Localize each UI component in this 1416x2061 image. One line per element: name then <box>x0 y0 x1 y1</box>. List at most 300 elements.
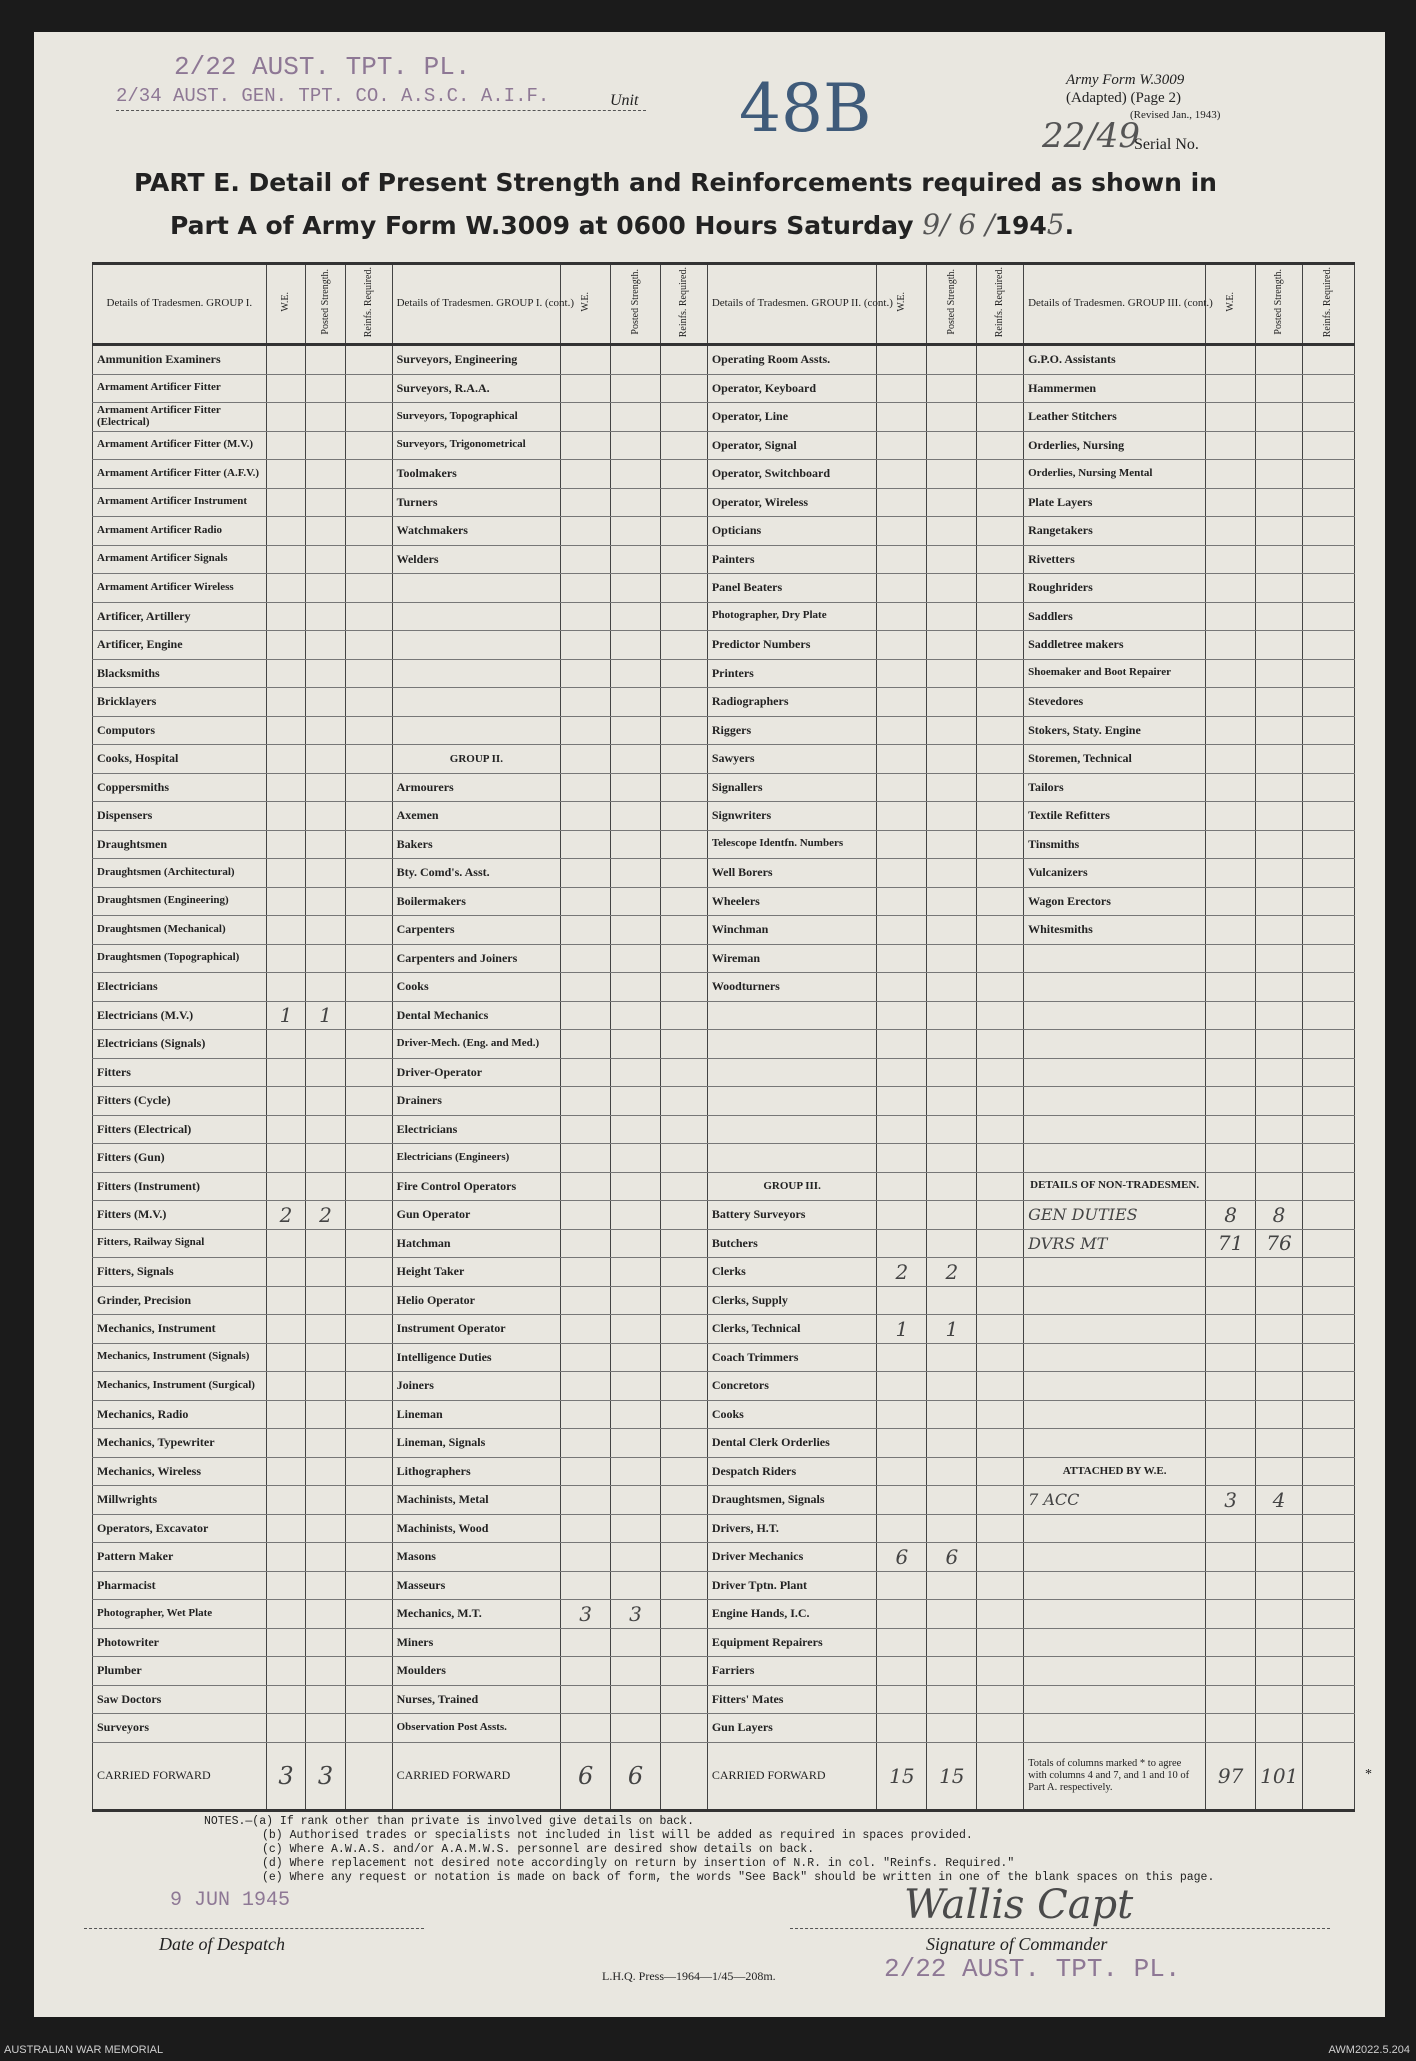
posted-strength-cell[interactable] <box>927 1229 977 1258</box>
posted-strength-cell[interactable] <box>611 1229 661 1258</box>
posted-strength-cell[interactable] <box>611 773 661 802</box>
posted-strength-cell[interactable] <box>306 602 346 631</box>
we-cell[interactable] <box>561 488 611 517</box>
reinfs-required-cell[interactable] <box>345 1600 392 1629</box>
posted-strength-cell[interactable] <box>306 1030 346 1059</box>
we-cell[interactable] <box>877 431 927 460</box>
posted-strength-cell[interactable] <box>1256 1685 1303 1714</box>
we-cell[interactable] <box>266 1400 306 1429</box>
we-cell[interactable] <box>877 1030 927 1059</box>
reinfs-required-cell[interactable] <box>345 773 392 802</box>
we-cell[interactable] <box>1206 745 1256 774</box>
reinfs-required-cell[interactable] <box>345 1001 392 1030</box>
posted-strength-cell[interactable] <box>1256 1258 1303 1287</box>
we-cell[interactable] <box>266 1429 306 1458</box>
we-cell[interactable] <box>561 460 611 489</box>
reinfs-required-cell[interactable] <box>345 602 392 631</box>
we-cell[interactable] <box>561 345 611 375</box>
we-cell[interactable] <box>1206 1571 1256 1600</box>
reinfs-required-cell[interactable] <box>345 345 392 375</box>
posted-strength-cell[interactable] <box>306 1714 346 1743</box>
reinfs-required-cell[interactable] <box>345 1229 392 1258</box>
reinfs-required-cell[interactable] <box>1302 1657 1354 1686</box>
we-cell[interactable] <box>1206 403 1256 432</box>
reinfs-required-cell[interactable] <box>977 745 1024 774</box>
posted-strength-cell[interactable] <box>1256 1429 1303 1458</box>
reinfs-required-cell[interactable] <box>345 830 392 859</box>
we-cell[interactable] <box>266 830 306 859</box>
we-cell[interactable] <box>561 973 611 1002</box>
we-cell[interactable] <box>561 1543 611 1572</box>
we-cell[interactable] <box>877 1657 927 1686</box>
we-cell[interactable] <box>561 1286 611 1315</box>
we-cell[interactable] <box>1206 1514 1256 1543</box>
posted-strength-cell[interactable]: 8 <box>1256 1201 1303 1230</box>
posted-strength-cell[interactable] <box>306 944 346 973</box>
we-cell[interactable] <box>561 659 611 688</box>
posted-strength-cell[interactable] <box>306 916 346 945</box>
reinfs-required-cell[interactable] <box>345 403 392 432</box>
reinfs-required-cell[interactable] <box>1302 1030 1354 1059</box>
reinfs-required-cell[interactable] <box>977 1030 1024 1059</box>
posted-strength-cell[interactable] <box>1256 1628 1303 1657</box>
reinfs-required-cell[interactable] <box>345 1685 392 1714</box>
we-cell[interactable]: 6 <box>877 1543 927 1572</box>
reinfs-required-cell[interactable] <box>1302 1172 1354 1201</box>
we-cell[interactable] <box>877 887 927 916</box>
posted-strength-cell[interactable] <box>306 517 346 546</box>
reinfs-required-cell[interactable] <box>1302 345 1354 375</box>
cf-posted-4[interactable]: 101 <box>1256 1742 1303 1810</box>
reinfs-required-cell[interactable] <box>345 1628 392 1657</box>
reinfs-required-cell[interactable] <box>977 1058 1024 1087</box>
reinfs-required-cell[interactable] <box>977 460 1024 489</box>
posted-strength-cell[interactable] <box>306 1343 346 1372</box>
posted-strength-cell[interactable] <box>611 1714 661 1743</box>
posted-strength-cell[interactable] <box>927 1372 977 1401</box>
reinfs-required-cell[interactable] <box>661 1315 708 1344</box>
we-cell[interactable] <box>561 1115 611 1144</box>
we-cell[interactable] <box>561 1144 611 1173</box>
posted-strength-cell[interactable] <box>611 1372 661 1401</box>
we-cell[interactable] <box>877 1571 927 1600</box>
we-cell[interactable]: 1 <box>266 1001 306 1030</box>
we-cell[interactable] <box>561 859 611 888</box>
we-cell[interactable] <box>1206 374 1256 403</box>
posted-strength-cell[interactable] <box>306 1144 346 1173</box>
posted-strength-cell[interactable] <box>927 374 977 403</box>
cf-we-3[interactable]: 15 <box>877 1742 927 1810</box>
posted-strength-cell[interactable] <box>611 1657 661 1686</box>
posted-strength-cell[interactable] <box>927 403 977 432</box>
reinfs-required-cell[interactable] <box>1302 1115 1354 1144</box>
reinfs-required-cell[interactable] <box>1302 1201 1354 1230</box>
we-cell[interactable] <box>877 859 927 888</box>
reinfs-required-cell[interactable] <box>661 1030 708 1059</box>
we-cell[interactable] <box>561 1372 611 1401</box>
reinfs-required-cell[interactable] <box>977 1087 1024 1116</box>
we-cell[interactable] <box>877 916 927 945</box>
reinfs-required-cell[interactable] <box>977 1600 1024 1629</box>
reinfs-required-cell[interactable] <box>345 745 392 774</box>
posted-strength-cell[interactable] <box>1256 830 1303 859</box>
posted-strength-cell[interactable] <box>927 1486 977 1515</box>
we-cell[interactable] <box>561 1400 611 1429</box>
posted-strength-cell[interactable]: 76 <box>1256 1229 1303 1258</box>
we-cell[interactable] <box>1206 1685 1256 1714</box>
reinfs-required-cell[interactable] <box>661 773 708 802</box>
reinfs-required-cell[interactable] <box>345 1030 392 1059</box>
we-cell[interactable] <box>561 773 611 802</box>
we-cell[interactable] <box>561 1685 611 1714</box>
we-cell[interactable] <box>561 1628 611 1657</box>
reinfs-required-cell[interactable] <box>977 1400 1024 1429</box>
posted-strength-cell[interactable] <box>306 1286 346 1315</box>
we-cell[interactable] <box>1206 1030 1256 1059</box>
reinfs-required-cell[interactable] <box>1302 944 1354 973</box>
we-cell[interactable] <box>266 802 306 831</box>
posted-strength-cell[interactable] <box>611 1543 661 1572</box>
posted-strength-cell[interactable] <box>306 973 346 1002</box>
reinfs-required-cell[interactable] <box>661 1172 708 1201</box>
we-cell[interactable] <box>266 1115 306 1144</box>
we-cell[interactable] <box>877 574 927 603</box>
posted-strength-cell[interactable] <box>306 802 346 831</box>
posted-strength-cell[interactable] <box>306 1172 346 1201</box>
we-cell[interactable] <box>561 887 611 916</box>
reinfs-required-cell[interactable] <box>661 944 708 973</box>
cf-reinfs-2[interactable] <box>661 1742 708 1810</box>
we-cell[interactable] <box>877 1457 927 1486</box>
reinfs-required-cell[interactable] <box>1302 403 1354 432</box>
reinfs-required-cell[interactable] <box>661 1657 708 1686</box>
reinfs-required-cell[interactable] <box>661 802 708 831</box>
reinfs-required-cell[interactable] <box>1302 488 1354 517</box>
posted-strength-cell[interactable] <box>306 1115 346 1144</box>
we-cell[interactable] <box>1206 631 1256 660</box>
we-cell[interactable] <box>561 1001 611 1030</box>
reinfs-required-cell[interactable] <box>345 545 392 574</box>
we-cell[interactable] <box>561 1457 611 1486</box>
posted-strength-cell[interactable] <box>1256 602 1303 631</box>
posted-strength-cell[interactable] <box>927 1685 977 1714</box>
posted-strength-cell[interactable] <box>927 574 977 603</box>
reinfs-required-cell[interactable] <box>661 1144 708 1173</box>
posted-strength-cell[interactable] <box>306 1657 346 1686</box>
we-cell[interactable] <box>266 631 306 660</box>
reinfs-required-cell[interactable] <box>977 1372 1024 1401</box>
we-cell[interactable] <box>1206 1144 1256 1173</box>
reinfs-required-cell[interactable] <box>661 374 708 403</box>
posted-strength-cell[interactable] <box>1256 773 1303 802</box>
reinfs-required-cell[interactable] <box>1302 1058 1354 1087</box>
posted-strength-cell[interactable] <box>927 1286 977 1315</box>
posted-strength-cell[interactable] <box>306 345 346 375</box>
we-cell[interactable] <box>1206 830 1256 859</box>
posted-strength-cell[interactable] <box>611 716 661 745</box>
we-cell[interactable] <box>561 944 611 973</box>
we-cell[interactable] <box>877 830 927 859</box>
reinfs-required-cell[interactable] <box>977 973 1024 1002</box>
reinfs-required-cell[interactable] <box>345 1087 392 1116</box>
reinfs-required-cell[interactable] <box>1302 887 1354 916</box>
cf-posted-3[interactable]: 15 <box>927 1742 977 1810</box>
reinfs-required-cell[interactable] <box>977 944 1024 973</box>
we-cell[interactable] <box>561 1429 611 1458</box>
cf-reinfs-1[interactable] <box>345 1742 392 1810</box>
posted-strength-cell[interactable] <box>1256 517 1303 546</box>
posted-strength-cell[interactable] <box>306 830 346 859</box>
posted-strength-cell[interactable]: 2 <box>927 1258 977 1287</box>
reinfs-required-cell[interactable] <box>977 403 1024 432</box>
we-cell[interactable] <box>877 1144 927 1173</box>
we-cell[interactable] <box>266 1030 306 1059</box>
posted-strength-cell[interactable] <box>611 830 661 859</box>
posted-strength-cell[interactable] <box>306 1372 346 1401</box>
reinfs-required-cell[interactable] <box>977 887 1024 916</box>
posted-strength-cell[interactable] <box>611 403 661 432</box>
cf-reinfs-4[interactable] <box>1302 1742 1372 1810</box>
we-cell[interactable] <box>877 345 927 375</box>
reinfs-required-cell[interactable] <box>977 374 1024 403</box>
reinfs-required-cell[interactable] <box>1302 574 1354 603</box>
posted-strength-cell[interactable] <box>1256 973 1303 1002</box>
reinfs-required-cell[interactable] <box>977 1657 1024 1686</box>
we-cell[interactable] <box>877 602 927 631</box>
posted-strength-cell[interactable] <box>1256 1087 1303 1116</box>
reinfs-required-cell[interactable] <box>1302 1087 1354 1116</box>
reinfs-required-cell[interactable] <box>1302 716 1354 745</box>
reinfs-required-cell[interactable] <box>1302 688 1354 717</box>
posted-strength-cell[interactable] <box>1256 1571 1303 1600</box>
reinfs-required-cell[interactable] <box>1302 1486 1354 1515</box>
reinfs-required-cell[interactable] <box>661 973 708 1002</box>
posted-strength-cell[interactable] <box>1256 374 1303 403</box>
we-cell[interactable] <box>877 1600 927 1629</box>
we-cell[interactable] <box>1206 488 1256 517</box>
posted-strength-cell[interactable] <box>306 1087 346 1116</box>
posted-strength-cell[interactable] <box>306 859 346 888</box>
reinfs-required-cell[interactable] <box>977 345 1024 375</box>
we-cell[interactable] <box>877 374 927 403</box>
posted-strength-cell[interactable]: 1 <box>306 1001 346 1030</box>
we-cell[interactable] <box>877 1372 927 1401</box>
posted-strength-cell[interactable] <box>1256 488 1303 517</box>
reinfs-required-cell[interactable] <box>661 688 708 717</box>
reinfs-required-cell[interactable] <box>1302 517 1354 546</box>
reinfs-required-cell[interactable] <box>977 1714 1024 1743</box>
reinfs-required-cell[interactable] <box>977 1429 1024 1458</box>
reinfs-required-cell[interactable] <box>977 1229 1024 1258</box>
we-cell[interactable] <box>266 374 306 403</box>
reinfs-required-cell[interactable] <box>661 1201 708 1230</box>
posted-strength-cell[interactable] <box>1256 1343 1303 1372</box>
we-cell[interactable] <box>266 973 306 1002</box>
reinfs-required-cell[interactable] <box>661 431 708 460</box>
we-cell[interactable] <box>1206 460 1256 489</box>
posted-strength-cell[interactable] <box>611 859 661 888</box>
posted-strength-cell[interactable] <box>611 1258 661 1287</box>
reinfs-required-cell[interactable] <box>661 1229 708 1258</box>
reinfs-required-cell[interactable] <box>1302 659 1354 688</box>
reinfs-required-cell[interactable] <box>345 1429 392 1458</box>
posted-strength-cell[interactable] <box>306 1058 346 1087</box>
reinfs-required-cell[interactable] <box>977 1172 1024 1201</box>
we-cell[interactable] <box>1206 802 1256 831</box>
reinfs-required-cell[interactable] <box>1302 1343 1354 1372</box>
posted-strength-cell[interactable] <box>927 1400 977 1429</box>
reinfs-required-cell[interactable] <box>1302 1543 1354 1572</box>
reinfs-required-cell[interactable] <box>661 545 708 574</box>
we-cell[interactable] <box>1206 944 1256 973</box>
we-cell[interactable] <box>877 1400 927 1429</box>
posted-strength-cell[interactable] <box>611 1001 661 1030</box>
posted-strength-cell[interactable] <box>611 1201 661 1230</box>
posted-strength-cell[interactable] <box>927 1201 977 1230</box>
reinfs-required-cell[interactable] <box>1302 802 1354 831</box>
we-cell[interactable]: 2 <box>877 1258 927 1287</box>
reinfs-required-cell[interactable] <box>977 1628 1024 1657</box>
posted-strength-cell[interactable] <box>927 944 977 973</box>
posted-strength-cell[interactable]: 3 <box>611 1600 661 1629</box>
reinfs-required-cell[interactable] <box>661 1571 708 1600</box>
posted-strength-cell[interactable] <box>1256 574 1303 603</box>
we-cell[interactable] <box>877 517 927 546</box>
we-cell[interactable] <box>266 1286 306 1315</box>
reinfs-required-cell[interactable] <box>345 1258 392 1287</box>
we-cell[interactable] <box>266 545 306 574</box>
we-cell[interactable] <box>1206 1172 1256 1201</box>
we-cell[interactable] <box>1206 431 1256 460</box>
we-cell[interactable] <box>1206 1400 1256 1429</box>
posted-strength-cell[interactable] <box>927 745 977 774</box>
posted-strength-cell[interactable] <box>1256 887 1303 916</box>
reinfs-required-cell[interactable] <box>345 1115 392 1144</box>
posted-strength-cell[interactable] <box>927 1087 977 1116</box>
we-cell[interactable] <box>266 1144 306 1173</box>
posted-strength-cell[interactable] <box>1256 1400 1303 1429</box>
we-cell[interactable] <box>1206 973 1256 1002</box>
reinfs-required-cell[interactable] <box>661 716 708 745</box>
posted-strength-cell[interactable] <box>1256 802 1303 831</box>
we-cell[interactable] <box>561 716 611 745</box>
posted-strength-cell[interactable] <box>927 830 977 859</box>
posted-strength-cell[interactable] <box>1256 659 1303 688</box>
posted-strength-cell[interactable] <box>306 1514 346 1543</box>
posted-strength-cell[interactable] <box>927 631 977 660</box>
reinfs-required-cell[interactable] <box>661 916 708 945</box>
posted-strength-cell[interactable] <box>611 659 661 688</box>
posted-strength-cell[interactable] <box>1256 1001 1303 1030</box>
we-cell[interactable] <box>1206 602 1256 631</box>
reinfs-required-cell[interactable] <box>1302 1429 1354 1458</box>
reinfs-required-cell[interactable] <box>1302 1571 1354 1600</box>
posted-strength-cell[interactable] <box>306 716 346 745</box>
reinfs-required-cell[interactable] <box>661 745 708 774</box>
posted-strength-cell[interactable] <box>927 1600 977 1629</box>
we-cell[interactable] <box>266 944 306 973</box>
reinfs-required-cell[interactable] <box>661 1600 708 1629</box>
posted-strength-cell[interactable] <box>927 1343 977 1372</box>
posted-strength-cell[interactable] <box>927 431 977 460</box>
we-cell[interactable] <box>266 460 306 489</box>
reinfs-required-cell[interactable] <box>661 659 708 688</box>
we-cell[interactable] <box>266 916 306 945</box>
we-cell[interactable] <box>877 1172 927 1201</box>
we-cell[interactable] <box>561 745 611 774</box>
reinfs-required-cell[interactable] <box>1302 602 1354 631</box>
reinfs-required-cell[interactable] <box>661 1087 708 1116</box>
posted-strength-cell[interactable] <box>306 488 346 517</box>
reinfs-required-cell[interactable] <box>1302 773 1354 802</box>
posted-strength-cell[interactable] <box>927 488 977 517</box>
we-cell[interactable] <box>266 1457 306 1486</box>
reinfs-required-cell[interactable] <box>1302 1628 1354 1657</box>
reinfs-required-cell[interactable] <box>977 830 1024 859</box>
reinfs-required-cell[interactable] <box>661 403 708 432</box>
we-cell[interactable] <box>1206 1714 1256 1743</box>
reinfs-required-cell[interactable] <box>1302 1372 1354 1401</box>
we-cell[interactable] <box>1206 887 1256 916</box>
cf-we-2[interactable]: 6 <box>561 1742 611 1810</box>
reinfs-required-cell[interactable] <box>345 1514 392 1543</box>
reinfs-required-cell[interactable] <box>345 944 392 973</box>
reinfs-required-cell[interactable] <box>345 973 392 1002</box>
we-cell[interactable] <box>1206 1343 1256 1372</box>
cf-posted-1[interactable]: 3 <box>306 1742 346 1810</box>
reinfs-required-cell[interactable] <box>661 1628 708 1657</box>
posted-strength-cell[interactable] <box>611 488 661 517</box>
we-cell[interactable] <box>561 1258 611 1287</box>
we-cell[interactable]: 71 <box>1206 1229 1256 1258</box>
we-cell[interactable] <box>561 403 611 432</box>
we-cell[interactable]: 2 <box>266 1201 306 1230</box>
posted-strength-cell[interactable] <box>927 1571 977 1600</box>
posted-strength-cell[interactable] <box>1256 431 1303 460</box>
posted-strength-cell[interactable]: 2 <box>306 1201 346 1230</box>
we-cell[interactable] <box>561 545 611 574</box>
posted-strength-cell[interactable] <box>306 745 346 774</box>
posted-strength-cell[interactable] <box>306 1400 346 1429</box>
reinfs-required-cell[interactable] <box>977 1571 1024 1600</box>
posted-strength-cell[interactable] <box>1256 859 1303 888</box>
posted-strength-cell[interactable] <box>611 887 661 916</box>
we-cell[interactable] <box>266 1600 306 1629</box>
posted-strength-cell[interactable] <box>1256 1714 1303 1743</box>
posted-strength-cell[interactable]: 1 <box>927 1315 977 1344</box>
posted-strength-cell[interactable] <box>927 659 977 688</box>
posted-strength-cell[interactable] <box>927 545 977 574</box>
we-cell[interactable] <box>561 374 611 403</box>
posted-strength-cell[interactable] <box>1256 1058 1303 1087</box>
posted-strength-cell[interactable] <box>611 545 661 574</box>
we-cell[interactable] <box>1206 1628 1256 1657</box>
reinfs-required-cell[interactable] <box>977 1343 1024 1372</box>
reinfs-required-cell[interactable] <box>661 1429 708 1458</box>
reinfs-required-cell[interactable] <box>345 859 392 888</box>
reinfs-required-cell[interactable] <box>1302 916 1354 945</box>
reinfs-required-cell[interactable] <box>661 1714 708 1743</box>
posted-strength-cell[interactable]: 4 <box>1256 1486 1303 1515</box>
posted-strength-cell[interactable] <box>306 374 346 403</box>
posted-strength-cell[interactable] <box>611 973 661 1002</box>
reinfs-required-cell[interactable] <box>1302 545 1354 574</box>
posted-strength-cell[interactable] <box>1256 944 1303 973</box>
posted-strength-cell[interactable] <box>611 1343 661 1372</box>
posted-strength-cell[interactable] <box>611 1087 661 1116</box>
posted-strength-cell[interactable] <box>1256 1030 1303 1059</box>
posted-strength-cell[interactable] <box>1256 345 1303 375</box>
